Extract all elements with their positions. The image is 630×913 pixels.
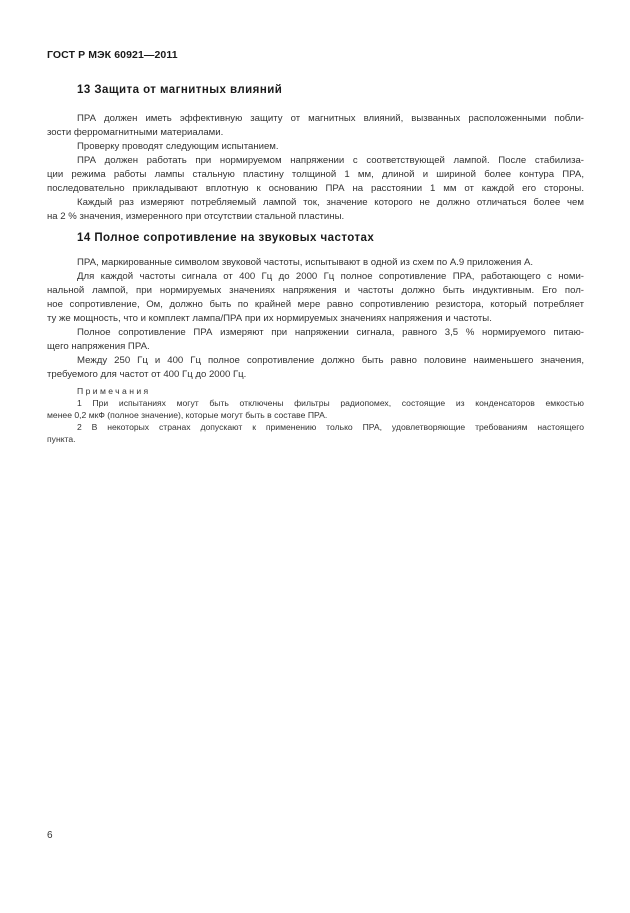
section-13-line: на 2 % значения, измеренного при отсутствии стальной пластины. <box>47 211 345 222</box>
section-14-line: Полное сопротивление ПРА измеряют при напряжении сигнала, равного 3,5 % нормируемого питаю- <box>77 327 584 338</box>
page-header: ГОСТ Р МЭК 60921—2011 <box>47 49 178 61</box>
section-13-line: зости ферромагнитными материалами. <box>47 127 224 138</box>
section-13-line: последовательно прикладывают вплотную к основанию ПРА на расстоянии 1 мм от каждой его стороны. <box>47 183 584 194</box>
section-13-line: Проверку проводят следующим испытанием. <box>77 141 279 152</box>
section-13-line: ПРА должен работать при нормируемом напряжении с соответствующей лампой. После стабилиза- <box>77 155 584 166</box>
section-14-line: Между 250 Гц и 400 Гц полное сопротивление должно быть равно половине наименьшего значения, <box>77 355 584 366</box>
page-number: 6 <box>47 830 53 841</box>
section-14-line: ное сопротивление, Ом, должно быть по крайней мере равно сопротивлению резистора, который потребляет <box>47 299 584 310</box>
section-13-line: ПРА должен иметь эффективную защиту от магнитных влияний, вызванных расположенными побли- <box>77 113 584 124</box>
section-13-line: Каждый раз измеряют потребляемый лампой ток, значение которого не должно отличаться более чем <box>77 197 584 208</box>
section-14-line: Для каждой частоты сигнала от 400 Гц до 2000 Гц полное сопротивление ПРА, работающего с номи- <box>77 271 584 282</box>
notes-heading: Примечания <box>77 386 151 396</box>
section-14-line: требуемого для частот от 400 Гц до 2000 Гц. <box>47 369 247 380</box>
section-14-line: ПРА, маркированные символом звуковой частоты, испытывают в одной из схем по А.9 приложения А. <box>77 257 534 268</box>
section-14-line: ту же мощность, что и комплект лампа/ПРА при их нормируемых значениях напряжения и частоты. <box>47 313 492 324</box>
note-line: 1 При испытаниях могут быть отключены фильтры радиопомех, состоящие из конденсаторов емкостью <box>77 398 584 408</box>
section-13-line: ции режима работы лампы стальную пластину толщиной 1 мм, длиной и шириной более контура ПРА, <box>47 169 584 180</box>
section-13-title: 13 Защита от магнитных влияний <box>77 84 283 96</box>
note-line: пункта. <box>47 434 76 444</box>
section-14-title: 14 Полное сопротивление на звуковых частотах <box>77 232 375 244</box>
note-line: менее 0,2 мкФ (полное значение), которые могут быть в составе ПРА. <box>47 410 328 420</box>
note-line: 2 В некоторых странах допускают к применению только ПРА, удовлетворяющие требованиям настоящего <box>77 422 584 432</box>
section-14-line: нальной лампой, при нормируемых значениях напряжения и частоты должно быть индуктивным. Его пол- <box>47 285 584 296</box>
section-14-line: щего напряжения ПРА. <box>47 341 150 352</box>
